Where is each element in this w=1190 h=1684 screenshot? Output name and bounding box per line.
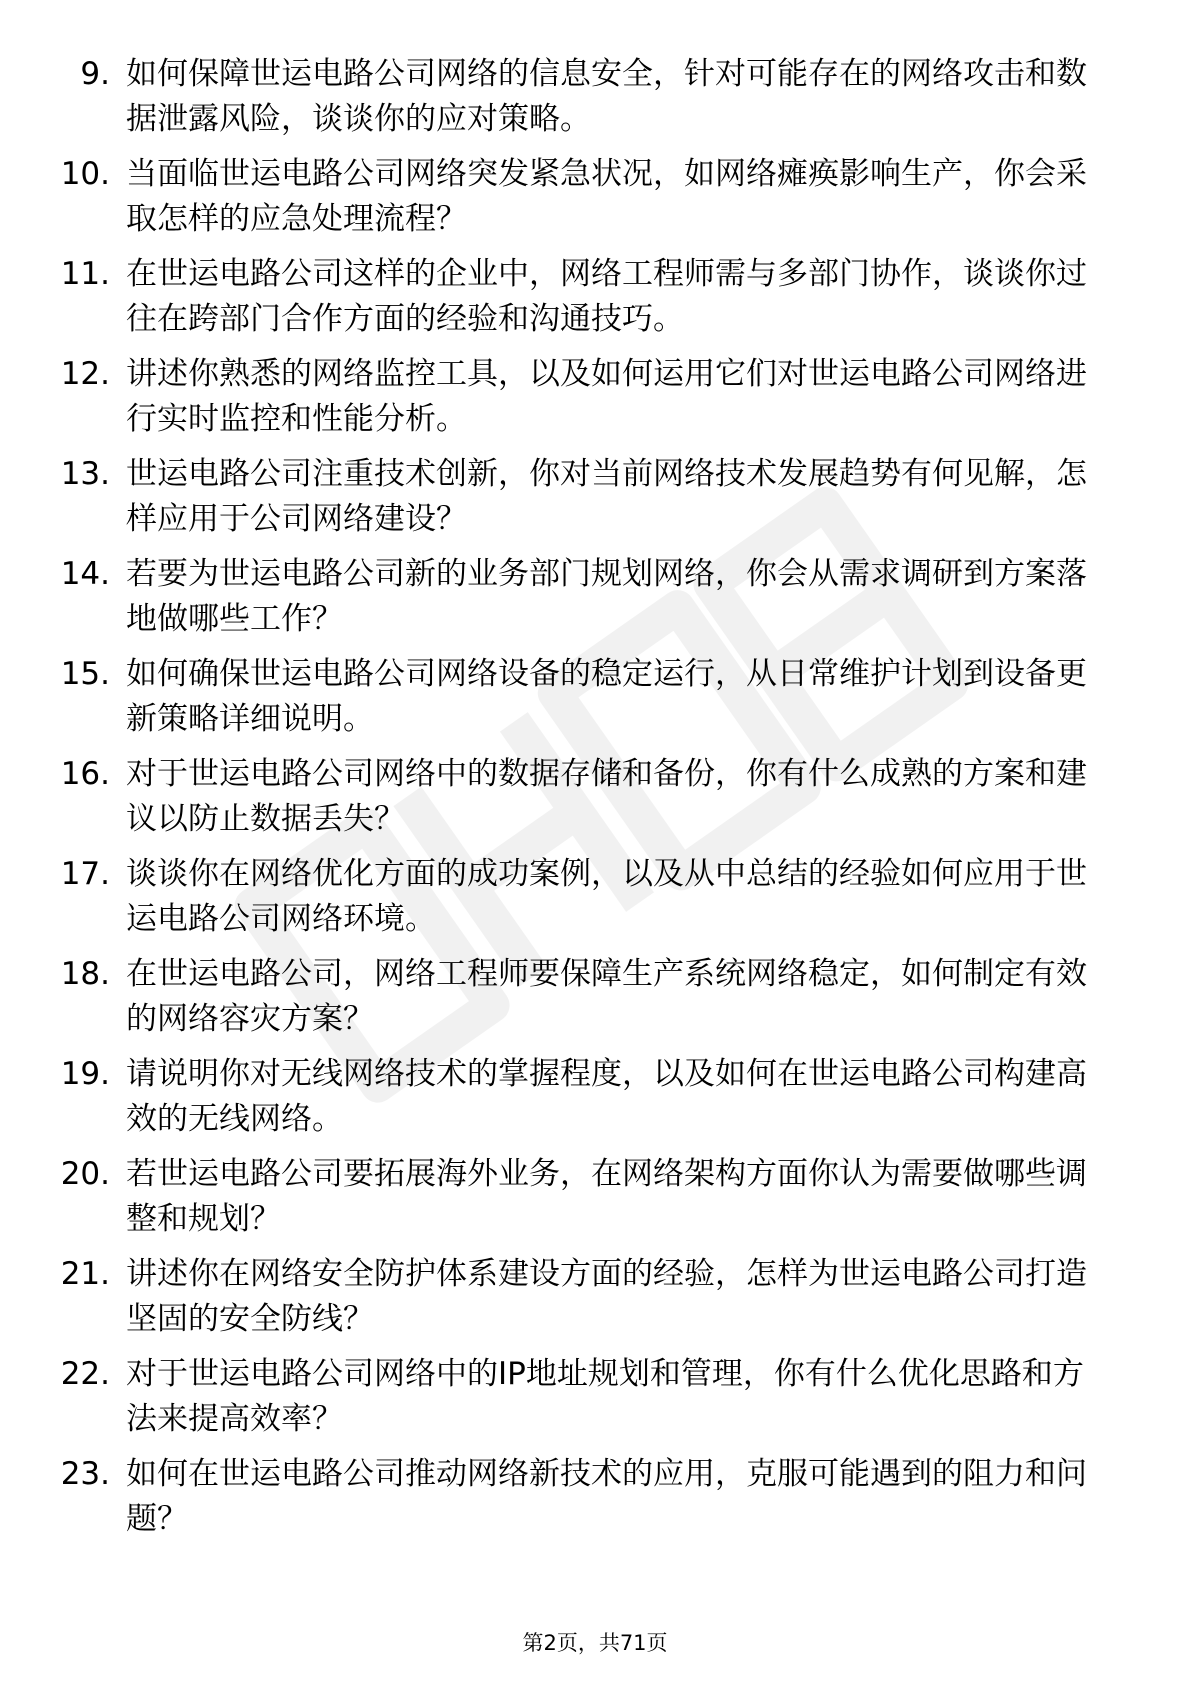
- question-text: 对于世运电路公司网络中的数据存储和备份，你有什么成熟的方案和建议以防止数据丢失？: [126, 756, 1087, 837]
- list-item: [0, 352, 1190, 452]
- question-number: 12.: [60, 356, 110, 392]
- question-text: 讲述你熟悉的网络监控工具，以及如何运用它们对世运电路公司网络进行实时监控和性能分析。: [126, 356, 1087, 437]
- question-text: 对于世运电路公司网络中的IP地址规划和管理，你有什么优化思路和方法来提高效率？: [126, 1356, 1084, 1437]
- question-text: 讲述你在网络安全防护体系建设方面的经验，怎样为世运电路公司打造坚固的安全防线？: [126, 1256, 1087, 1337]
- question-number: 16.: [60, 756, 110, 792]
- question-text: 世运电路公司注重技术创新，你对当前网络技术发展趋势有何见解，怎样应用于公司网络建设？: [126, 456, 1087, 537]
- question-number: 15.: [60, 656, 110, 692]
- question-number: 13.: [60, 456, 110, 492]
- question-number: 17.: [60, 856, 110, 892]
- question-text: 在世运电路公司这样的企业中，网络工程师需与多部门协作，谈谈你过往在跨部门合作方面的经验和沟通技巧。: [126, 256, 1087, 337]
- question-text: 当面临世运电路公司网络突发紧急状况，如网络瘫痪影响生产，你会采取怎样的应急处理流程？: [126, 156, 1087, 237]
- question-text: 在世运电路公司，网络工程师要保障生产系统网络稳定，如何制定有效的网络容灾方案？: [126, 956, 1087, 1037]
- list-item: [0, 1052, 1190, 1152]
- question-text: 如何在世运电路公司推动网络新技术的应用，克服可能遇到的阻力和问题？: [126, 1456, 1087, 1537]
- list-item: [0, 452, 1190, 552]
- question-text: 请说明你对无线网络技术的掌握程度，以及如何在世运电路公司构建高效的无线网络。: [126, 1056, 1087, 1137]
- question-number: 11.: [60, 256, 110, 292]
- list-item: [0, 652, 1190, 752]
- list-item: [0, 1452, 1190, 1552]
- question-number: 23.: [60, 1456, 110, 1492]
- question-text: 谈谈你在网络优化方面的成功案例，以及从中总结的经验如何应用于世运电路公司网络环境。: [126, 856, 1087, 937]
- list-item: [0, 952, 1190, 1052]
- question-number: 21.: [60, 1256, 110, 1292]
- question-number: 19.: [60, 1056, 110, 1092]
- list-item: [0, 1252, 1190, 1352]
- question-number: 14.: [60, 556, 110, 592]
- question-text: 如何确保世运电路公司网络设备的稳定运行，从日常维护计划到设备更新策略详细说明。: [126, 656, 1087, 737]
- list-item: [0, 752, 1190, 852]
- list-item: [0, 552, 1190, 652]
- list-item: [0, 52, 1190, 152]
- question-number: 9.: [80, 56, 110, 92]
- question-list: [0, 52, 1190, 1552]
- list-item: [0, 152, 1190, 252]
- question-number: 18.: [60, 956, 110, 992]
- question-number: 20.: [60, 1156, 110, 1192]
- question-text: 若要为世运电路公司新的业务部门规划网络，你会从需求调研到方案落地做哪些工作？: [126, 556, 1087, 637]
- list-item: [0, 852, 1190, 952]
- list-item: [0, 252, 1190, 352]
- question-text: 若世运电路公司要拓展海外业务，在网络架构方面你认为需要做哪些调整和规划？: [126, 1156, 1087, 1237]
- question-text: 如何保障世运电路公司网络的信息安全，针对可能存在的网络攻击和数据泄露风险，谈谈你的应对策略。: [126, 56, 1087, 137]
- question-number: 10.: [60, 156, 110, 192]
- page-footer: 第2页，共71页: [522, 1631, 668, 1655]
- question-number: 22.: [60, 1356, 110, 1392]
- list-item: [0, 1152, 1190, 1252]
- list-item: [0, 1352, 1190, 1452]
